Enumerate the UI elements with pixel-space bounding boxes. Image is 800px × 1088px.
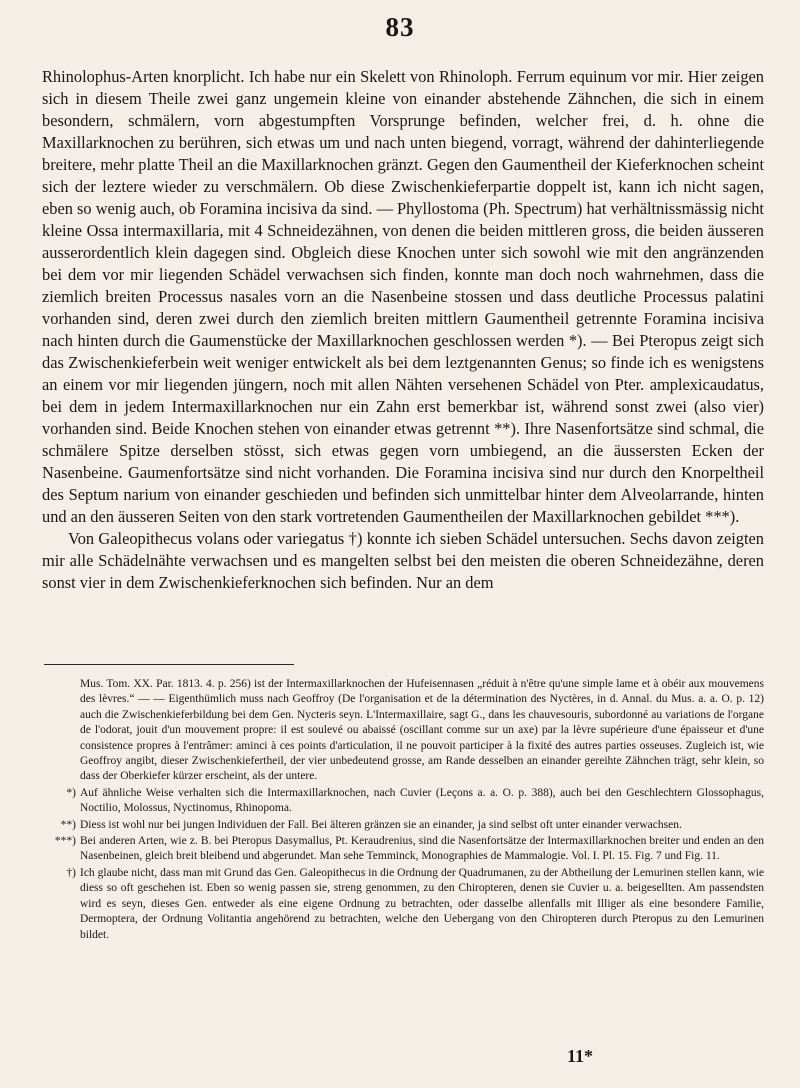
footnote [66, 866, 764, 943]
footnotes [54, 677, 764, 944]
footnote-text: Ich glaube nicht, dass man mit Grund das Gen. Galeopithecus in die Ordnung der Quadrumanen, zu der Abtheilung der Lemurinen stellen kann, wie diess so oft geschehen ist. Eben so wenig passen sie, streng genommen, zu den Chiropteren, denen sie Cuvier u. a. beigesellten. Am passendsten wird es seyn, dieses Gen. entweder als eine eigene Ordnung zu betrachten, oder dasselbe allenfalls mit Illiger als eine besondere Familie, Dermoptera, der Ordnung Volitantia angehörend zu betrachten, welche den Uebergang von den Chiropteren durch Pteropus zu den Lemurinen bildet. [80, 866, 764, 941]
footnote-separator [44, 664, 294, 665]
footnote-text: Diess ist wohl nur bei jungen Individuen der Fall. Bei älteren gränzen sie an einander, ja sind selbst oft unter einander verwachsen. [80, 818, 682, 831]
footnote-text: Auf ähnliche Weise verhalten sich die Intermaxillarknochen, nach Cuvier (Leçons a. a. O. p. 388), auch bei den Geschlechtern Glossophagus, Noctilio, Molossus, Nyctinomus, Rhinopoma. [80, 786, 764, 815]
footnote-continued [80, 677, 764, 785]
signature-mark: 11* [566, 1046, 593, 1066]
footnote-text: Bei anderen Arten, wie z. B. bei Pteropus Dasymallus, Pt. Keraudrenius, sind die Nasenfortsätze der Intermaxillarknochen breiter und enden an den Nasenbeinen, gleich breit bleibend und abgerundet. Man sehe Temminck, Monographies de Mammalogie. Vol. I. Pl. 15. Fig. 7 und Fig. 11. [80, 835, 764, 863]
main-text [42, 66, 764, 594]
footnote-mark: *) [66, 786, 76, 799]
footnote-mark: †) [66, 866, 76, 879]
page-number: 83 [385, 12, 415, 42]
main-paragraph: Rhinolophus-Arten knorplicht. Ich habe nur ein Skelett von Rhinoloph. Ferrum equinum vor mir. Hier zeigen sich in diesem Theile zwei ganz ungemein kleine von einander abstehende Zähnchen, die sich in einem besondern, schmälern, vorn abgestumpften Vorsprunge befinden, welcher frei, d. h. ohne die Maxillarknochen zu berühren, sich etwas um und nach unten biegend, vorragt, während der dahinterliegende breitere, mehr platte Theil an die Maxillarknochen gränzt. Gegen den Gaumentheil der Kieferknochen scheint sich der leztere wieder zu verschmälern. Ob diese Zwischenkieferpartie doppelt ist, kann ich nicht sagen, eben so wenig auch, ob Foramina incisiva da sind. — Phyllostoma (Ph. Spectrum) hat verhältnissmässig nicht kleine Ossa intermaxillaria, mit 4 Schneidezähnen, von denen die beiden mittleren gross, die beiden äusseren ausserordentlich klein dagegen sind. Obgleich diese Knochen unter sich sowohl wie mit den angränzenden bei dem vor mir liegenden Schädel verwachsen sich finden, konnte man doch noch wahrnehmen, dass die ziemlich breiten Processus nasales vorn an die Nasenbeine stossen und dass deutliche Processus palatini vorhanden sind, deren zwei durch den ziemlich breiten mittlern Gaumentheil getrennte Foramina incisiva nach hinten durch die Gaumenstücke der Maxillarknochen geschlossen werden *). — Bei Pteropus zeigt sich das Zwischenkieferbein weit weniger entwickelt als bei dem leztgenannten Genus; so finde ich es wenigstens an einem vor mir liegenden jüngern, noch mit allen Nähten versehenen Schädel von Pter. amplexicaudatus, bei dem in jedem Intermaxillarknochen nur ein Zahn erst bemerkbar ist, während sonst zwei (also vier) vorhanden sind. Beide Knochen stehen von einander etwas getrennt **). Ihre Nasenfortsätze sind schmal, die schmälere Spitze derselben stösst, sich etwas gegen vorn umbiegend, an die äussersten Ecken der Nasenbeine. Gaumenfortsätze sind nicht vorhanden. Die Foramina incisiva sind nur durch den Knorpeltheil des Septum narium von einander geschieden und befinden sich unmittelbar hinter dem Alveolarrande, hinten und an den äusseren Seiten von den stark vortretenden Gaumentheilen der Maxillarknochen gebildet ***). [42, 67, 764, 526]
footnote [54, 834, 764, 865]
footnote-mark: ***) [54, 835, 76, 848]
footnote [60, 818, 764, 833]
main-paragraph: Von Galeopithecus volans oder variegatus †) konnte ich sieben Schädel untersuchen. Sechs davon zeigten mir alle Schädelnähte verwachsen und es mangelten selbst bei den meisten die oberen Schneidezähne, deren sonst vier in dem Zwischenkieferknochen sich befinden. Nur an dem [42, 529, 764, 592]
footnote-mark: **) [60, 818, 76, 831]
footnote [66, 786, 764, 817]
footnote-text: Mus. Tom. XX. Par. 1813. 4. p. 256) ist der Intermaxillarknochen der Hufeisennasen „réduit à n'être qu'une simple lame et à obéir aux mouvemens des lèvres.“ — — Eigenthümlich muss nach Geoffroy (De l'organisation et de la détermination des Nyctères, in d. Annal. du Mus. a. a. O. p. 12) auch die Zwischenkieferbildung bei dem Gen. Nycteris seyn. L'Intermaxillaire, sagt G., dans les chauvesouris, subordonné au variations de l'organe de l'odorat, jouit d'un mouvement propre: il est soulevé ou abaissé (oscillant comme sur un axe) par la lèvre supérieure d'une épaisseur et d'une consistence propres à l'entrâmer: aminci à ces points d'articulation, il ne pouvoit participer à la fixité des autres parties osseuses. Zugleich ist, wie Geoffroy angibt, dieser Zwischenkiefertheil, der vier unbedeutend grosse, am Rande desselben an einander gereihte Zähnchen trägt, sehr klein, so dass der Oberkiefer kürzer erscheint, als der untere. [80, 678, 764, 783]
